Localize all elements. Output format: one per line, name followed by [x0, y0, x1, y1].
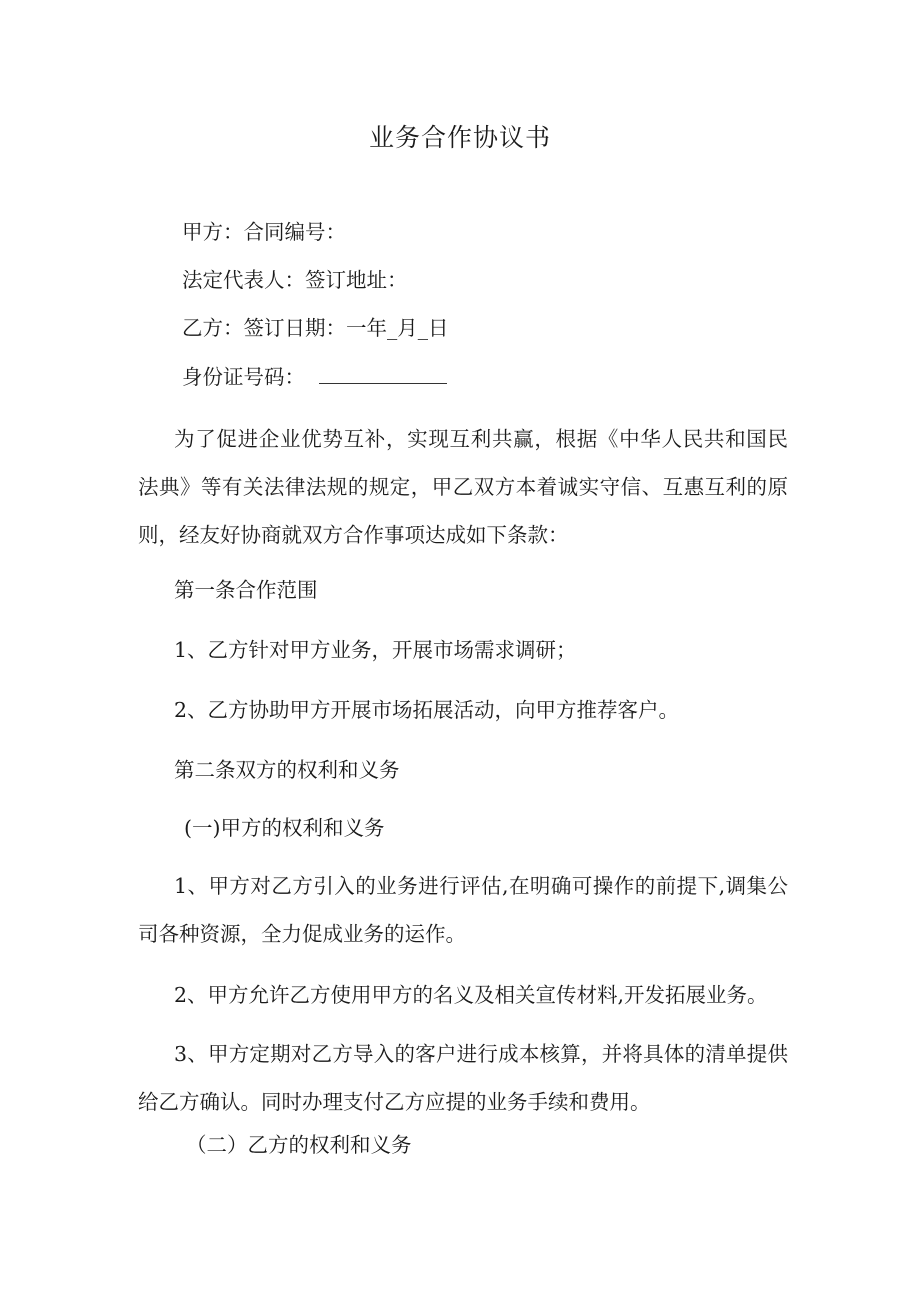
- section-a-item2: 2、甲方允许乙方使用甲方的名义及相关宣传材料,开发拓展业务。: [174, 983, 768, 1007]
- section-a-item1: 1、甲方对乙方引入的业务进行评估,在明确可操作的前提下,调集公司各种资源，全力促成业务的运作。: [138, 874, 788, 946]
- id-number-label: 身份证号码：: [182, 365, 305, 389]
- article1-heading: 第一条合作范围: [174, 578, 318, 602]
- party-a-field: 甲方：合同编号：: [182, 220, 346, 244]
- section-b-heading: （二）乙方的权利和义务: [186, 1133, 412, 1157]
- preamble-paragraph: 为了促进企业优势互补，实现互利共赢，根据《中华人民共和国民法典》等有关法律法规的规定，甲乙双方本着诚实守信、互惠互利的原则，经友好协商就双方合作事项达成如下条款：: [138, 427, 788, 547]
- section-a-heading: (一)甲方的权利和义务: [184, 816, 385, 840]
- article1-item2: 2、乙方协助甲方开展市场拓展活动，向甲方推荐客户。: [174, 698, 680, 722]
- article1-item1: 1、乙方针对甲方业务，开展市场需求调研；: [174, 638, 577, 662]
- section-a-item3: 3、甲方定期对乙方导入的客户进行成本核算，并将具体的清单提供给乙方确认。同时办理支付乙方应提的业务手续和费用。: [138, 1042, 788, 1114]
- party-b-field: 乙方：签订日期：一年_月_日: [182, 316, 449, 340]
- article2-heading: 第二条双方的权利和义务: [174, 758, 400, 782]
- document-title: 业务合作协议书: [368, 123, 551, 152]
- legal-representative-field: 法定代表人：签订地址：: [182, 268, 408, 292]
- id-number-blank: [319, 361, 447, 384]
- id-number-field: [182, 361, 447, 392]
